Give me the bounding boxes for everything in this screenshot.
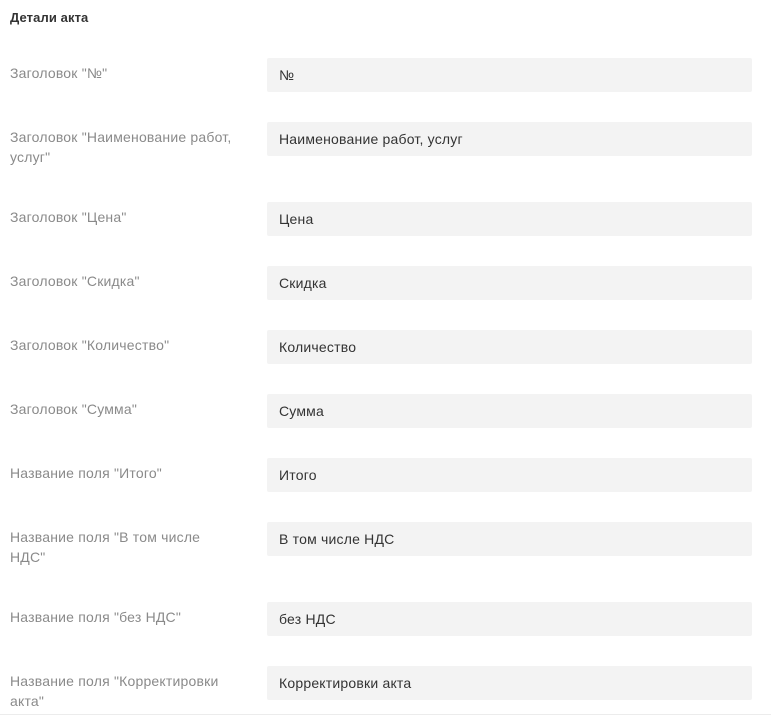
field-label: Заголовок "№" [10,65,108,81]
field-label: Заголовок "Количество" [10,337,170,353]
field-label: Заголовок "Наименование работ, услуг" [10,129,232,165]
field-label: Заголовок "Цена" [10,209,127,225]
corrections-field-input[interactable] [267,666,752,700]
header-sum-input[interactable] [267,394,752,428]
header-quantity-input[interactable] [267,330,752,364]
vat-included-field-input[interactable] [267,522,752,556]
field-label: Название поля "В том числе НДС" [10,529,201,565]
field-label: Название поля "без НДС" [10,609,182,625]
no-vat-field-input[interactable] [267,602,752,636]
header-number-input[interactable] [267,58,752,92]
divider [0,714,771,715]
total-field-input[interactable] [267,458,752,492]
section-title: Детали акта [10,10,89,25]
field-label: Заголовок "Скидка" [10,273,140,289]
field-label: Заголовок "Сумма" [10,401,138,417]
field-label: Название поля "Итого" [10,465,162,481]
field-label: Название поля "Корректировки акта" [10,673,219,709]
header-name-input[interactable] [267,122,752,156]
header-price-input[interactable] [267,202,752,236]
header-discount-input[interactable] [267,266,752,300]
